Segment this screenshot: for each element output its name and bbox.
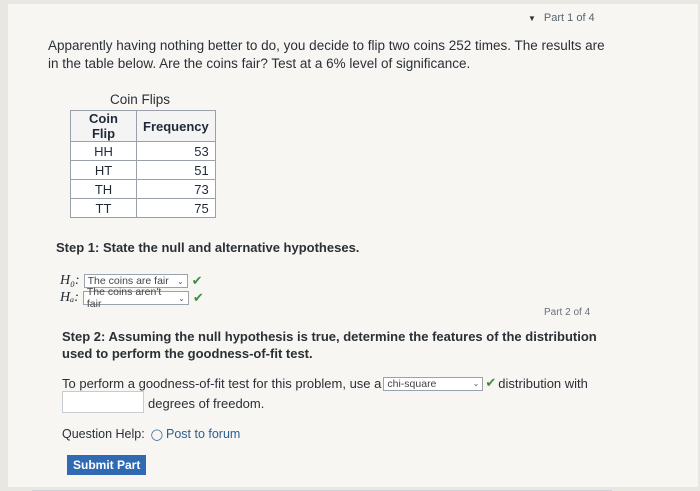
part2-header: Part 2 of 4 (544, 307, 591, 318)
distribution-select-value: chi-square (387, 377, 437, 390)
degrees-of-freedom-input[interactable] (62, 391, 144, 413)
check-icon: ✔ (191, 273, 203, 289)
distribution-select[interactable] (383, 377, 483, 391)
submit-part-button[interactable]: Submit Part (67, 455, 146, 475)
degrees-of-freedom-label: degrees of freedom. (148, 396, 265, 411)
chevron-down-icon: ⌄ (178, 293, 185, 303)
part1-header[interactable] (528, 12, 595, 24)
distribution-sentence (62, 376, 588, 391)
table-row (71, 199, 216, 218)
coin-flips-table (70, 110, 216, 218)
sentence-suffix: distribution with (498, 376, 588, 391)
sentence-prefix: To perform a goodness-of-fit test for this problem, use a (62, 376, 382, 391)
part1-label: Part 1 of 4 (543, 12, 595, 24)
ha-select-value: The coins aren't fair (86, 286, 162, 310)
ha-label: Hₐ: (60, 290, 79, 305)
speech-bubble-icon: ◯ (150, 428, 163, 441)
ha-select[interactable] (83, 286, 189, 310)
step2-title: Step 2: Assuming the null hypothesis is true, determine the features of the distribution used to perform the goodness-of-fit test. (62, 329, 597, 361)
table-cell: 73 (137, 180, 216, 199)
table-cell: TT (71, 199, 137, 218)
chevron-down-icon: ⌄ (472, 379, 480, 388)
table-cell: HH (71, 142, 137, 161)
column-header: Coin Flip (71, 111, 137, 142)
table-cell: TH (71, 180, 137, 199)
check-icon: ✔ (192, 290, 204, 306)
help-label: Question Help: (62, 427, 145, 441)
alternative-hypothesis-row (60, 286, 204, 310)
column-header: Frequency (137, 111, 216, 142)
check-icon: ✔ (485, 376, 497, 391)
question-help (62, 427, 240, 441)
step1-title: Step 1: State the null and alternative hypotheses. (56, 240, 360, 255)
question-text: Apparently having nothing better to do, you decide to flip two coins 252 times. The results are in the table below. Are the coins fair? Test at a 6% level of significance. (48, 38, 605, 71)
chevron-down-icon: ⌄ (176, 276, 184, 286)
table-cell: HT (71, 161, 137, 180)
table-cell: 51 (137, 161, 216, 180)
h0-label: H₀: (60, 273, 80, 288)
table-cell: 75 (137, 199, 216, 218)
table-header-row (71, 111, 216, 142)
table-row (71, 180, 216, 199)
post-to-forum-link[interactable] (151, 427, 241, 441)
post-to-forum-label: Post to forum (166, 427, 241, 441)
table-row (71, 142, 216, 161)
table-row (71, 161, 216, 180)
table-caption: Coin Flips (110, 92, 171, 107)
collapse-triangle-icon[interactable]: ▼ (528, 13, 536, 23)
h0-select-value: The coins are fair (87, 275, 169, 287)
table-cell: 53 (137, 142, 216, 161)
